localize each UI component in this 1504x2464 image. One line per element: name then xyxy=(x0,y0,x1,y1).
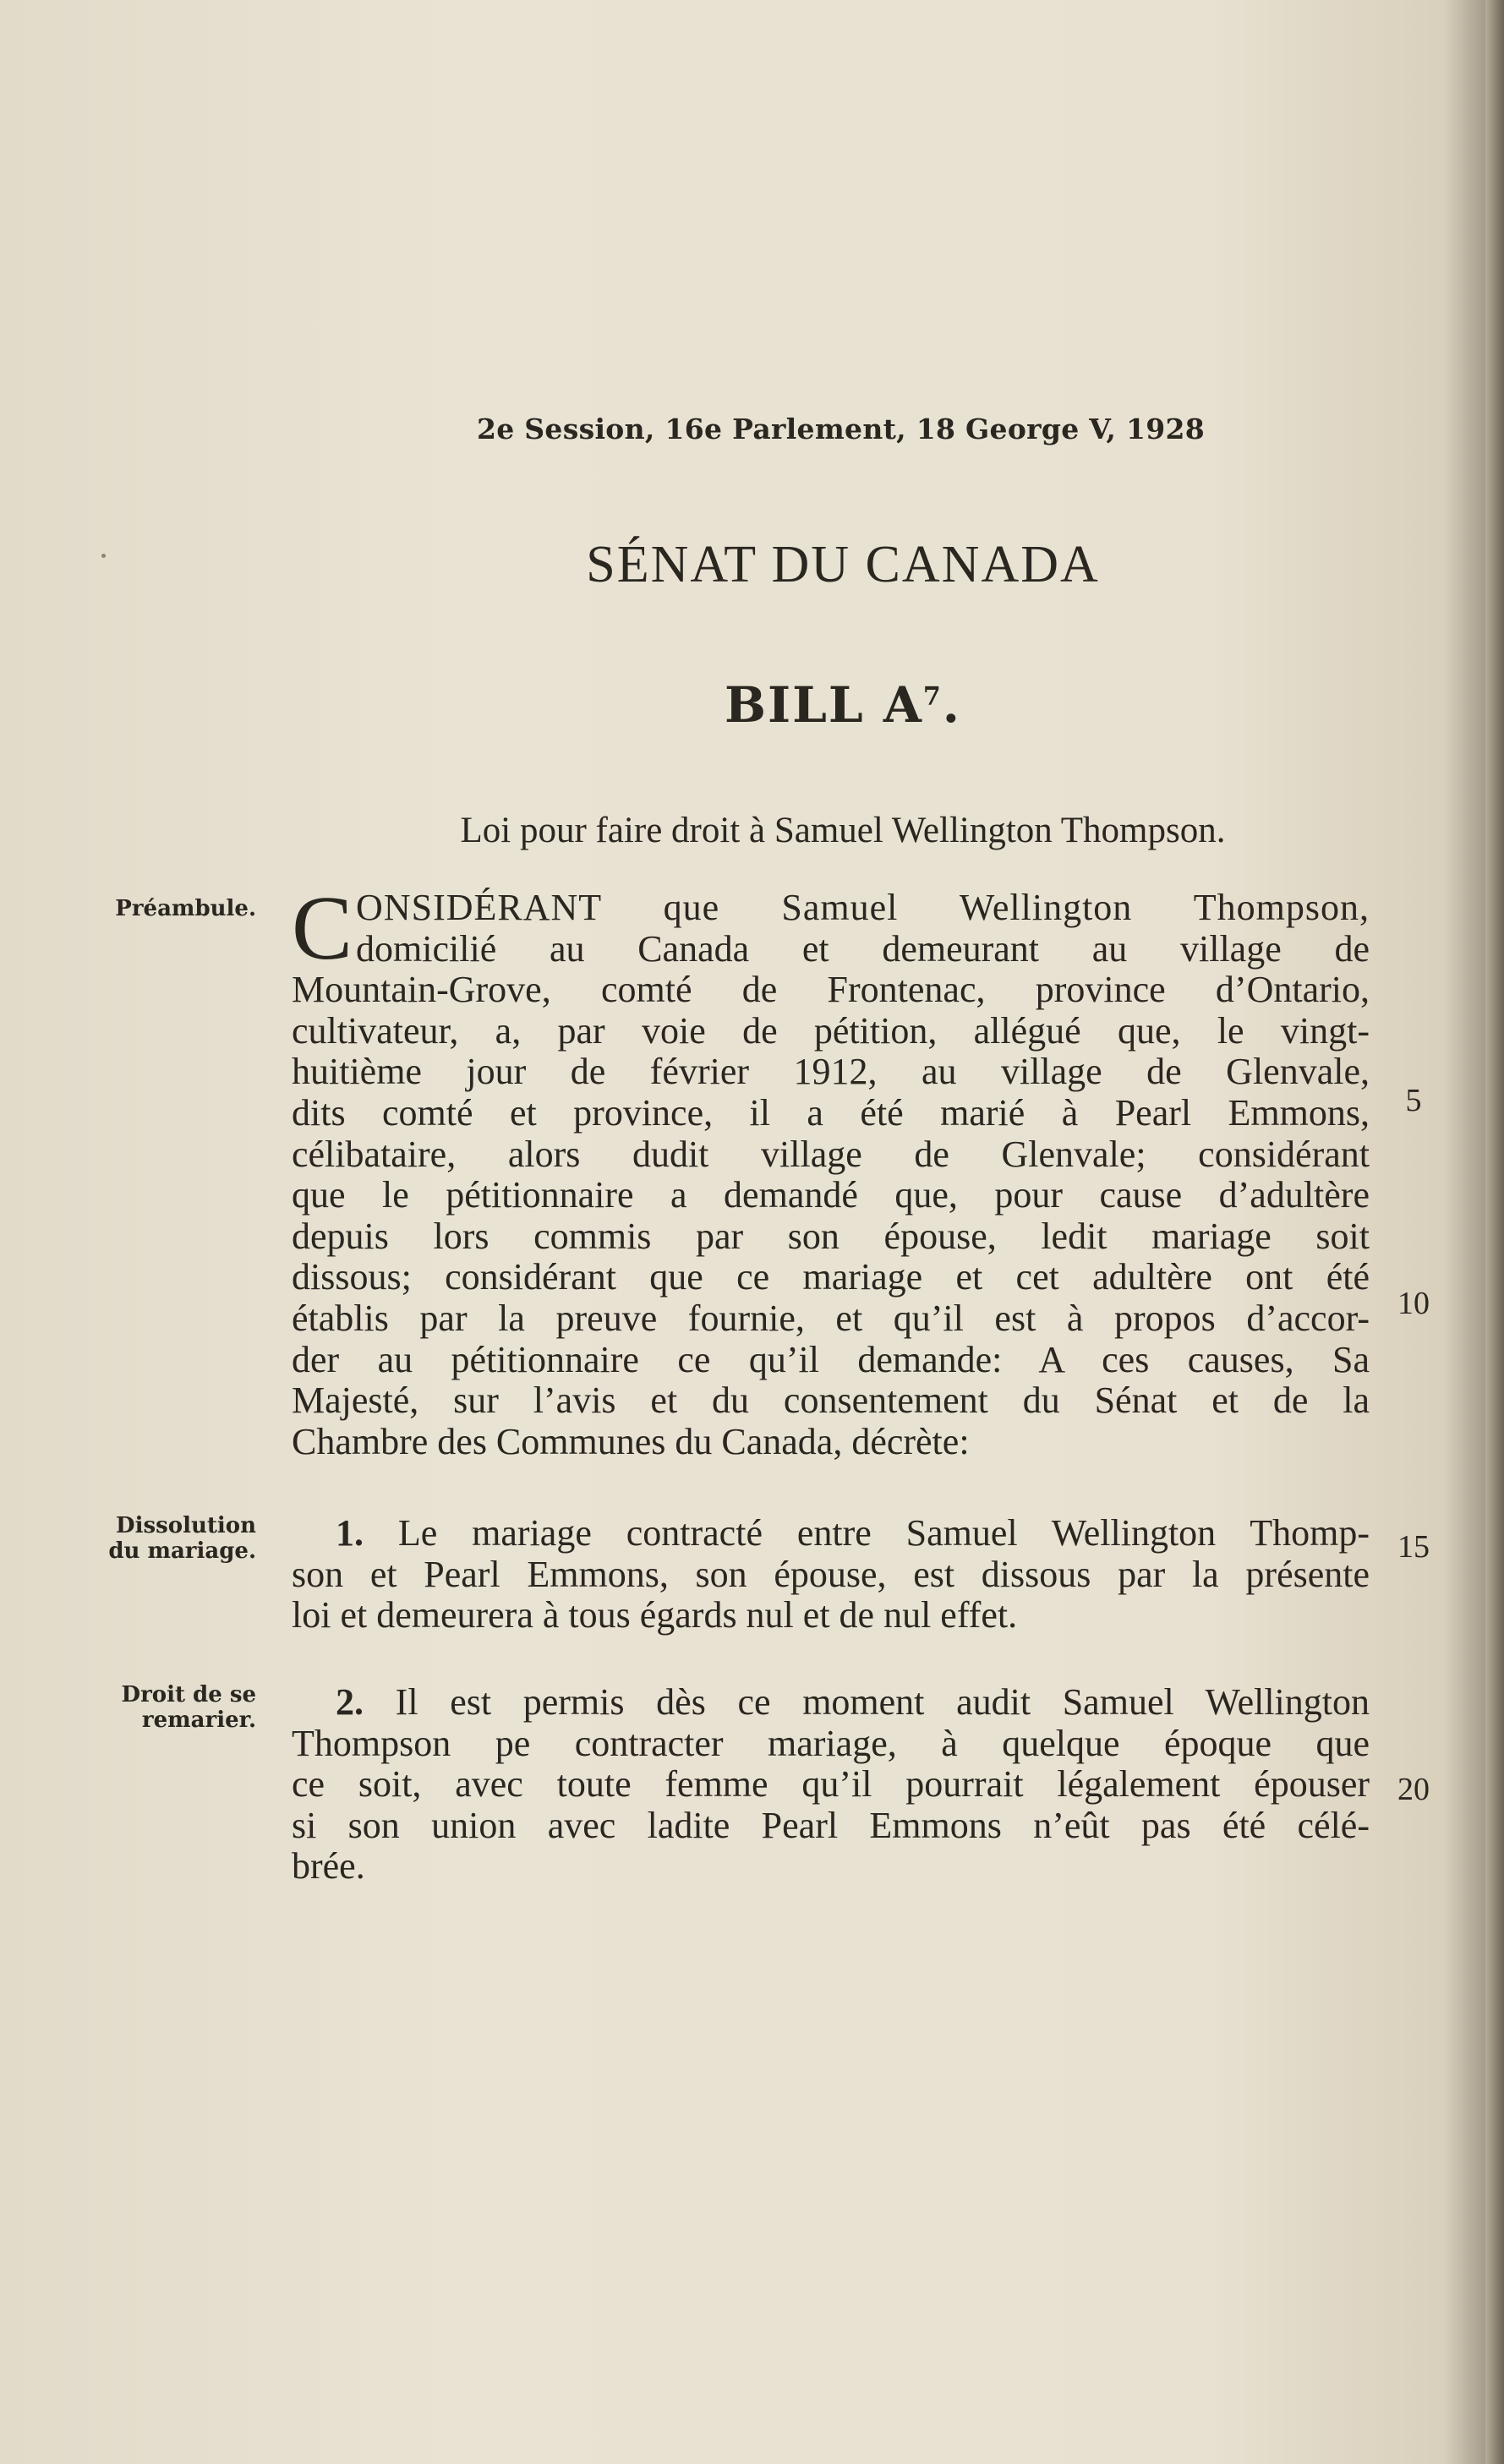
margin-note-line: Droit de se xyxy=(121,1682,256,1707)
preamble-line: huitième jour de février 1912, au village de Glenvale, xyxy=(292,1051,1370,1093)
session-header: 2e Session, 16e Parlement, 18 George V, 1928 xyxy=(476,412,1206,445)
bill-superscript: 7 xyxy=(922,681,943,712)
preamble-line: cultivateur, a, par voie de pétition, allégué que, le vingt- xyxy=(292,1009,1370,1052)
line-number: 15 xyxy=(1397,1529,1430,1565)
section-2 xyxy=(292,1682,1370,1888)
preamble-line: célibataire, alors dudit village de Glenvale; considérant xyxy=(292,1133,1370,1175)
preamble-line: domicilié au Canada et demeurant au village de xyxy=(356,927,1370,970)
section-1-line: son et Pearl Emmons, son épouse, est dissous par la présente xyxy=(292,1553,1370,1595)
section-1 xyxy=(292,1513,1370,1636)
margin-note-line: Dissolution xyxy=(116,1513,256,1538)
bill-number xyxy=(0,676,1504,734)
dropcap: C xyxy=(292,878,353,979)
line-number: 5 xyxy=(1405,1083,1422,1118)
preamble-line: Majesté, sur l’avis et du consentement du Sénat et de la xyxy=(292,1380,1370,1422)
preamble-line: dissous; considérant que ce mariage et cet adultère ont été xyxy=(292,1256,1370,1298)
margin-note-preamble: Préambule. xyxy=(115,896,256,921)
preamble-line: Chambre des Communes du Canada, décrète: xyxy=(292,1420,970,1462)
bill-title: Loi pour faire droit à Samuel Wellington Thompson. xyxy=(460,811,1226,850)
section-2-line: si son union avec ladite Pearl Emmons n’eût pas été célé- xyxy=(292,1804,1370,1846)
line-number: 20 xyxy=(1397,1772,1430,1807)
chamber-title: SÉNAT DU CANADA xyxy=(586,536,1100,593)
section-2-line: brée. xyxy=(292,1845,365,1888)
page-edge xyxy=(1485,0,1504,2464)
line-number: 10 xyxy=(1397,1286,1430,1321)
preamble-line: dits comté et province, il a été marié à Pearl Emmons, xyxy=(292,1091,1370,1134)
section-number: 2. xyxy=(336,1681,364,1723)
section-2-first-line xyxy=(292,1682,1370,1724)
section-2-line: ce soit, avec toute femme qu’il pourrait légalement épouser xyxy=(292,1763,1370,1806)
section-2-text: Il est permis dès ce moment audit Samuel Wellington xyxy=(395,1681,1370,1723)
section-number: 1. xyxy=(336,1512,364,1554)
preamble-line: Mountain-Grove, comté de Frontenac, province d’Ontario, xyxy=(292,969,1370,1011)
preamble-line: établis par la preuve fournie, et qu’il est à propos d’accor- xyxy=(292,1297,1370,1339)
section-2-line: Thompson pe contracter mariage, à quelque époque que xyxy=(292,1722,1370,1764)
preamble-line: ONSIDÉRANT que Samuel Wellington Thompson, xyxy=(356,887,1370,928)
bill-suffix: . xyxy=(942,676,961,734)
section-1-text: Le mariage contracté entre Samuel Wellington Thomp- xyxy=(397,1512,1370,1554)
bill-label: BILL A xyxy=(725,676,923,734)
section-1-first-line xyxy=(292,1513,1370,1554)
preamble-line: que le pétitionnaire a demandé que, pour cause d’adultère xyxy=(292,1174,1370,1216)
margin-note-dissolution xyxy=(74,1513,256,1564)
margin-note-line: du mariage. xyxy=(108,1538,256,1564)
margin-note-remarry xyxy=(74,1682,256,1733)
preamble-paragraph xyxy=(292,878,1370,1462)
margin-note-line: remarier. xyxy=(141,1707,256,1733)
preamble-line: depuis lors commis par son épouse, ledit mariage soit xyxy=(292,1215,1370,1257)
preamble-line: der au pétitionnaire ce qu’il demande: A ces causes, Sa xyxy=(292,1338,1370,1380)
section-1-line: loi et demeurera à tous égards nul et de nul effet. xyxy=(292,1594,1018,1636)
